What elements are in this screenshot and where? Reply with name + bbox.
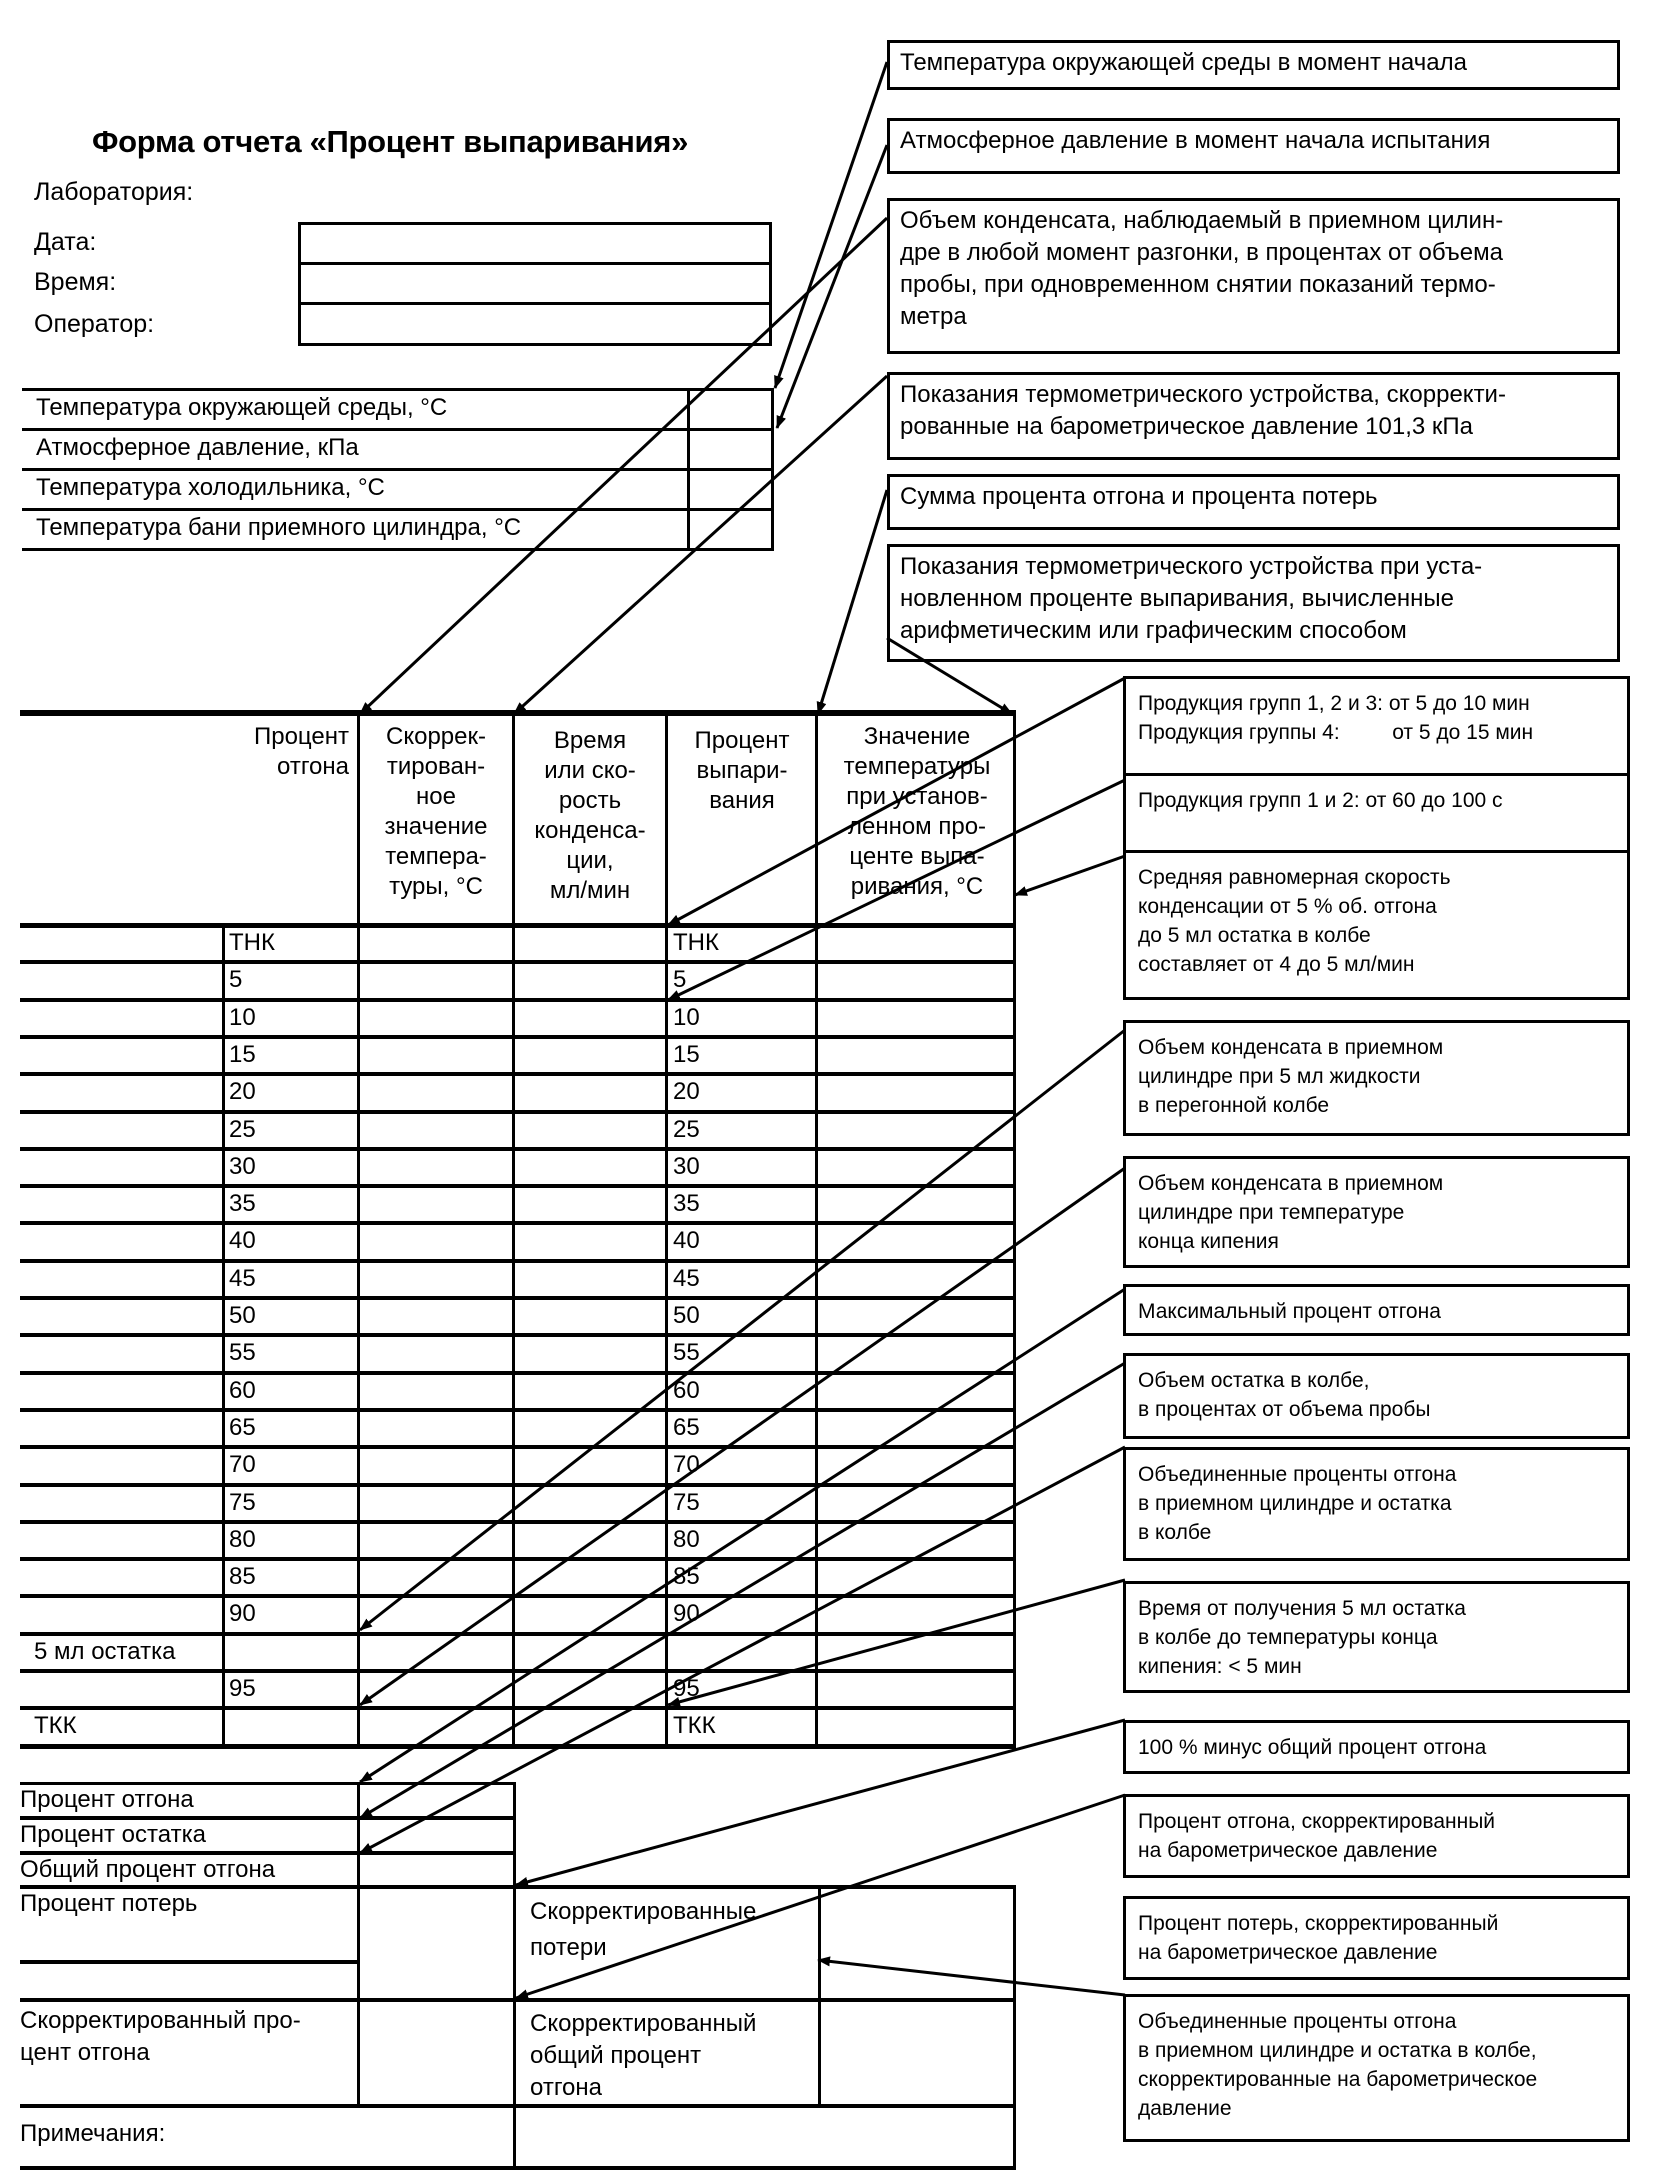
temp-at-evaporated-field[interactable]: [818, 1300, 1013, 1333]
recovery-percent-cell: 30: [229, 1153, 256, 1180]
annotation-line: рованные на барометрическое давление 101,3 кПа: [900, 413, 1473, 440]
time-rate-field[interactable]: [515, 1188, 665, 1221]
label-line: Скорректированные: [530, 1898, 757, 1925]
annotation-box: [1123, 1156, 1630, 1268]
temp-at-evaporated-field[interactable]: [818, 1710, 1013, 1743]
col-header-recovery: [225, 722, 353, 782]
time-rate-field[interactable]: [515, 1449, 665, 1482]
temp-at-evaporated-field[interactable]: [818, 1076, 1013, 1109]
ambient-temp-field[interactable]: [690, 391, 771, 428]
label-line: Скорректированный про-: [20, 2007, 301, 2034]
evaporated-percent-cell: 50: [673, 1302, 700, 1329]
corrected-temp-field[interactable]: [360, 1673, 512, 1706]
row-divider: [20, 1744, 1016, 1749]
evaporated-percent-cell: 65: [673, 1414, 700, 1441]
row-side-label: ТКК: [34, 1712, 77, 1739]
header-line: центе выпа-: [849, 843, 985, 870]
evaporated-percent-cell: 60: [673, 1377, 700, 1404]
annotation-box: [887, 544, 1620, 662]
annotation-line: Продукция групп 1, 2 и 3: от 5 до 10 мин: [1138, 692, 1530, 715]
evaporated-percent-cell: ТКК: [673, 1712, 716, 1739]
header-line: ции,: [566, 847, 614, 874]
annotation-box: [1123, 1896, 1630, 1980]
recovery-percent-cell: 60: [229, 1377, 256, 1404]
temp-at-evaporated-field[interactable]: [818, 1002, 1013, 1035]
annotation-line: Продукция групп 1 и 2: от 60 до 100 с: [1138, 789, 1503, 812]
corrected-temp-field[interactable]: [360, 1114, 512, 1147]
evaporated-percent-cell: 55: [673, 1339, 700, 1366]
annotation-line: до 5 мл остатка в колбе: [1138, 924, 1371, 947]
temp-at-evaporated-field[interactable]: [818, 1561, 1013, 1594]
temp-at-evaporated-field[interactable]: [818, 1225, 1013, 1258]
annotation-box: [1123, 1720, 1630, 1774]
corrected-temp-field[interactable]: [360, 1710, 512, 1743]
annotation-box: [1123, 1581, 1630, 1693]
notes-field[interactable]: [516, 2108, 1013, 2166]
evaporated-percent-cell: 15: [673, 1041, 700, 1068]
temp-at-evaporated-field[interactable]: [818, 1337, 1013, 1370]
corrected-temp-field[interactable]: [360, 1561, 512, 1594]
recovery-percent-cell: 75: [229, 1489, 256, 1516]
time-rate-field[interactable]: [515, 1337, 665, 1370]
corrected-recovery-label: [20, 2005, 301, 2069]
time-label: Время:: [34, 268, 117, 296]
recovery-percent-cell: ТНК: [229, 929, 275, 956]
temp-at-evaporated-field[interactable]: [818, 927, 1013, 960]
header-line: Значение: [863, 723, 971, 750]
label-line: потери: [530, 1934, 607, 1961]
annotation-line: в процентах от объема пробы: [1138, 1398, 1431, 1421]
annotation-box: [887, 372, 1620, 460]
residue-label: Процент остатка: [20, 1821, 206, 1848]
annotation-line: пробы, при одновременном снятии показаний термо-: [900, 271, 1496, 298]
evaporated-percent-cell: 45: [673, 1265, 700, 1292]
annotation-box: [1123, 773, 1630, 853]
recovery-percent-cell: 95: [229, 1675, 256, 1702]
annotation-box: [1123, 1794, 1630, 1878]
annotation-line: Время от получения 5 мл остатка: [1138, 1597, 1466, 1620]
annotation-line: в колбе: [1138, 1521, 1212, 1544]
table-top-border: [20, 710, 1016, 716]
divider: [20, 1960, 358, 1964]
time-rate-field[interactable]: [515, 1076, 665, 1109]
divider: [22, 428, 774, 431]
evaporated-percent-cell: 80: [673, 1526, 700, 1553]
annotation-line: Процент потерь, скорректированный: [1138, 1912, 1499, 1935]
header-line: отгона: [277, 753, 349, 780]
header-line: ривания, °C: [850, 873, 984, 900]
operator-label: Оператор:: [34, 310, 155, 338]
corrected-temp-field[interactable]: [360, 1636, 512, 1669]
annotation-box: [1123, 1994, 1630, 2142]
corrected-temp-field[interactable]: [360, 1449, 512, 1482]
annotation-line: цилиндре при температуре: [1138, 1201, 1405, 1224]
annotation-line: Показания термометрического устройства при уста-: [900, 553, 1483, 580]
annotation-line: 100 % минус общий процент отгона: [1138, 1736, 1487, 1759]
recovery-percent-cell: 55: [229, 1339, 256, 1366]
time-rate-field[interactable]: [515, 1598, 665, 1631]
date-label: Дата:: [34, 228, 97, 256]
temp-at-evaporated-field[interactable]: [818, 1188, 1013, 1221]
annotation-line: составляет от 4 до 5 мл/мин: [1138, 953, 1415, 976]
condenser-temp-label: Температура холодильника, °C: [36, 474, 385, 501]
annotation-line: Сумма процента отгона и процента потерь: [900, 483, 1378, 510]
header-line: Скоррек-: [386, 723, 486, 750]
annotation-line: Объединенные проценты отгона: [1138, 2010, 1457, 2033]
corrected-temp-field[interactable]: [360, 1598, 512, 1631]
corrected-temp-field[interactable]: [360, 1039, 512, 1072]
annotation-line: Максимальный процент отгона: [1138, 1300, 1441, 1323]
time-rate-field[interactable]: [515, 1225, 665, 1258]
evaporated-percent-cell: 30: [673, 1153, 700, 1180]
residue-field[interactable]: [360, 1820, 513, 1851]
recovery-percent-cell: 15: [229, 1041, 256, 1068]
recovery-percent-cell: 50: [229, 1302, 256, 1329]
annotation-line: конца кипения: [1138, 1230, 1279, 1253]
evaporated-percent-cell: 20: [673, 1078, 700, 1105]
recovery-percent-cell: 20: [229, 1078, 256, 1105]
corrected-total-recovery-label: [530, 2008, 756, 2104]
divider: [1013, 1885, 1016, 2170]
evaporated-percent-cell: ТНК: [673, 929, 719, 956]
time-rate-field[interactable]: [515, 1636, 665, 1669]
temp-at-evaporated-field[interactable]: [818, 1263, 1013, 1296]
evaporated-percent-cell: 85: [673, 1563, 700, 1590]
time-rate-field[interactable]: [515, 1114, 665, 1147]
label-line: цент отгона: [20, 2039, 150, 2066]
corrected-temp-field[interactable]: [360, 1076, 512, 1109]
annotation-line: Показания термометрического устройства, скорректи-: [900, 381, 1506, 408]
page-title: Форма отчета «Процент выпаривания»: [92, 124, 689, 159]
divider: [771, 388, 774, 551]
annotation-box: [887, 474, 1620, 530]
annotation-line: арифметическим или графическим способом: [900, 617, 1407, 644]
col-divider: [222, 925, 225, 1746]
col-header-time-rate: [515, 726, 665, 906]
temp-at-evaporated-field[interactable]: [818, 1487, 1013, 1520]
temp-at-evaporated-field[interactable]: [818, 1673, 1013, 1706]
label-line: Скорректированный: [530, 2010, 757, 2037]
header-line: значение: [384, 813, 488, 840]
corrected-temp-field[interactable]: [360, 927, 512, 960]
annotation-line: конденсации от 5 % об. отгона: [1138, 895, 1437, 918]
header-line: вания: [709, 787, 775, 814]
condenser-temp-field[interactable]: [690, 471, 771, 508]
temp-at-evaporated-field[interactable]: [818, 1151, 1013, 1184]
col-divider: [665, 710, 668, 1746]
operator-field[interactable]: [301, 305, 769, 343]
col-header-temp-at-evaporated: [820, 722, 1014, 902]
annotation-box: [1123, 676, 1630, 776]
header-line: рость: [558, 787, 622, 814]
total-recovery-field[interactable]: [360, 1855, 513, 1885]
annotation-line: Объединенные проценты отгона: [1138, 1463, 1457, 1486]
laboratory-label: Лаборатория:: [34, 178, 194, 206]
recovery-percent-cell: 5: [229, 966, 243, 993]
header-line: мл/мин: [549, 877, 631, 904]
annotation-line: в перегонной колбе: [1138, 1094, 1330, 1117]
recovery-percent-cell: 70: [229, 1451, 256, 1478]
annotation-line: Объем конденсата, наблюдаемый в приемном цилин-: [900, 207, 1504, 234]
header-line: Время: [553, 727, 627, 754]
recovery-percent-cell: 90: [229, 1600, 256, 1627]
time-rate-field[interactable]: [515, 1300, 665, 1333]
bath-temp-field[interactable]: [690, 511, 771, 548]
corrected-temp-field[interactable]: [360, 1002, 512, 1035]
annotation-line: Объем конденсата в приемном: [1138, 1036, 1444, 1059]
annotation-box: [1123, 1353, 1630, 1439]
divider: [22, 388, 774, 391]
annotation-box: [1123, 1284, 1630, 1336]
corrected-temp-field[interactable]: [360, 1263, 512, 1296]
divider: [22, 508, 774, 511]
time-rate-field[interactable]: [515, 1710, 665, 1743]
evaporated-percent-cell: 5: [673, 966, 687, 993]
annotation-line: Средняя равномерная скорость: [1138, 866, 1451, 889]
corrected-temp-field[interactable]: [360, 1412, 512, 1445]
recovery-percent-cell: 25: [229, 1116, 256, 1143]
temp-at-evaporated-field[interactable]: [818, 1524, 1013, 1557]
annotation-line: в приемном цилиндре и остатка в колбе,: [1138, 2039, 1537, 2062]
evaporated-percent-cell: 95: [673, 1675, 700, 1702]
time-rate-field[interactable]: [515, 1151, 665, 1184]
corrected-loss-label: [530, 1894, 756, 1966]
temp-at-evaporated-field[interactable]: [818, 1039, 1013, 1072]
time-rate-field[interactable]: [515, 1002, 665, 1035]
loss-field[interactable]: [360, 1889, 513, 1998]
corrected-temp-field[interactable]: [360, 1487, 512, 1520]
label-line: отгона: [530, 2074, 602, 2101]
temp-at-evaporated-field[interactable]: [818, 1412, 1013, 1445]
corrected-temp-field[interactable]: [360, 1300, 512, 1333]
label-line: общий процент: [530, 2042, 702, 2069]
divider: [20, 2166, 1016, 2170]
corrected-temp-field[interactable]: [360, 1337, 512, 1370]
corrected-recovery-field[interactable]: [360, 2002, 513, 2104]
annotation-line: Объем остатка в колбе,: [1138, 1369, 1370, 1392]
recovery-percent-cell: 65: [229, 1414, 256, 1441]
temp-at-evaporated-field[interactable]: [818, 1449, 1013, 1482]
recovery-percent-cell: 10: [229, 1004, 256, 1031]
temp-at-evaporated-field[interactable]: [818, 1598, 1013, 1631]
annotation-box: [1123, 1020, 1630, 1136]
header-line: выпари-: [696, 757, 788, 784]
header-line: конденса-: [534, 817, 646, 844]
recovery-percent-cell: 35: [229, 1190, 256, 1217]
time-rate-field[interactable]: [515, 1412, 665, 1445]
header-line: ленном про-: [847, 813, 987, 840]
corrected-temp-field[interactable]: [360, 1151, 512, 1184]
header-line: ное: [416, 783, 456, 810]
header-line: туры, °C: [389, 873, 483, 900]
recovery-percent-cell: 80: [229, 1526, 256, 1553]
corrected-temp-field[interactable]: [360, 1524, 512, 1557]
time-rate-field[interactable]: [515, 1487, 665, 1520]
evaporated-percent-cell: 70: [673, 1451, 700, 1478]
header-line: Процент: [253, 723, 349, 750]
annotation-line: дре в любой момент разгонки, в процентах от объема: [900, 239, 1503, 266]
annotation-line: Продукция группы 4: от 5 до 15 мин: [1138, 721, 1534, 744]
annotation-line: в колбе до температуры конца: [1138, 1626, 1438, 1649]
evaporated-percent-cell: 25: [673, 1116, 700, 1143]
header-line: при установ-: [846, 783, 988, 810]
header-line: тирован-: [386, 753, 486, 780]
header-line: Процент: [694, 727, 790, 754]
annotation-line: Объем конденсата в приемном: [1138, 1172, 1444, 1195]
divider: [22, 468, 774, 471]
divider: [22, 548, 774, 551]
corrected-temp-field[interactable]: [360, 1188, 512, 1221]
temp-at-evaporated-field[interactable]: [818, 964, 1013, 997]
corrected-total-recovery-field[interactable]: [821, 2002, 1013, 2104]
annotation-line: в приемном цилиндре и остатка: [1138, 1492, 1452, 1515]
recovery-percent-cell: 40: [229, 1227, 256, 1254]
evaporated-percent-cell: 35: [673, 1190, 700, 1217]
evaporated-percent-cell: 40: [673, 1227, 700, 1254]
header-line: или ско-: [544, 757, 636, 784]
recovery-field[interactable]: [360, 1785, 513, 1816]
time-rate-field[interactable]: [515, 927, 665, 960]
col-header-evaporated: [668, 726, 816, 816]
recovery-percent-cell: 85: [229, 1563, 256, 1590]
recovery-percent-cell: 45: [229, 1265, 256, 1292]
evaporated-percent-cell: 75: [673, 1489, 700, 1516]
total-recovery-label: Общий процент отгона: [20, 1856, 276, 1883]
time-rate-field[interactable]: [515, 1673, 665, 1706]
time-rate-field[interactable]: [515, 1375, 665, 1408]
annotation-line: на барометрическое давление: [1138, 1839, 1438, 1862]
corrected-loss-field[interactable]: [821, 1889, 1013, 1998]
header-line: темпера-: [385, 843, 487, 870]
temp-at-evaporated-field[interactable]: [818, 1114, 1013, 1147]
annotation-line: Температура окружающей среды в момент начала: [900, 49, 1467, 76]
annotation-line: на барометрическое давление: [1138, 1941, 1438, 1964]
evaporated-percent-cell: 90: [673, 1600, 700, 1627]
annotation-line: скорректированные на барометрическое: [1138, 2068, 1538, 2091]
evaporated-percent-cell: 10: [673, 1004, 700, 1031]
time-field[interactable]: [301, 265, 769, 302]
time-rate-field[interactable]: [515, 1561, 665, 1594]
temp-at-evaporated-field[interactable]: [818, 1636, 1013, 1669]
time-rate-field[interactable]: [515, 964, 665, 997]
annotation-box: [1123, 850, 1630, 1000]
annotation-box: [887, 118, 1620, 174]
annotation-line: метра: [900, 303, 967, 330]
time-rate-field[interactable]: [515, 1263, 665, 1296]
annotation-line: давление: [1138, 2097, 1232, 2120]
ambient-temp-label: Температура окружающей среды, °C: [36, 394, 448, 421]
time-rate-field[interactable]: [515, 1524, 665, 1557]
notes-label: Примечания:: [20, 2120, 166, 2147]
annotation-box: [887, 198, 1620, 354]
loss-label: Процент потерь: [20, 1890, 198, 1917]
bath-temp-label: Температура бани приемного цилиндра, °C: [36, 514, 522, 541]
row-side-label: 5 мл остатка: [34, 1638, 176, 1665]
recovery-label: Процент отгона: [20, 1786, 194, 1813]
annotation-line: Атмосферное давление в момент начала испытания: [900, 127, 1491, 154]
corrected-temp-field[interactable]: [360, 1375, 512, 1408]
corrected-temp-field[interactable]: [360, 964, 512, 997]
annotation-box: [887, 40, 1620, 90]
pressure-field[interactable]: [690, 431, 771, 468]
annotation-line: новленном проценте выпаривания, вычисленные: [900, 585, 1454, 612]
annotation-line: цилиндре при 5 мл жидкости: [1138, 1065, 1421, 1088]
date-field[interactable]: [301, 225, 769, 262]
pressure-label: Атмосферное давление, кПа: [36, 434, 359, 461]
temp-at-evaporated-field[interactable]: [818, 1375, 1013, 1408]
corrected-temp-field[interactable]: [360, 1225, 512, 1258]
annotation-line: кипения: < 5 мин: [1138, 1655, 1302, 1678]
annotation-box: [1123, 1447, 1630, 1561]
col-header-corrected-temp: [360, 722, 512, 902]
time-rate-field[interactable]: [515, 1039, 665, 1072]
header-line: температуры: [843, 753, 991, 780]
annotation-line: Процент отгона, скорректированный: [1138, 1810, 1496, 1833]
